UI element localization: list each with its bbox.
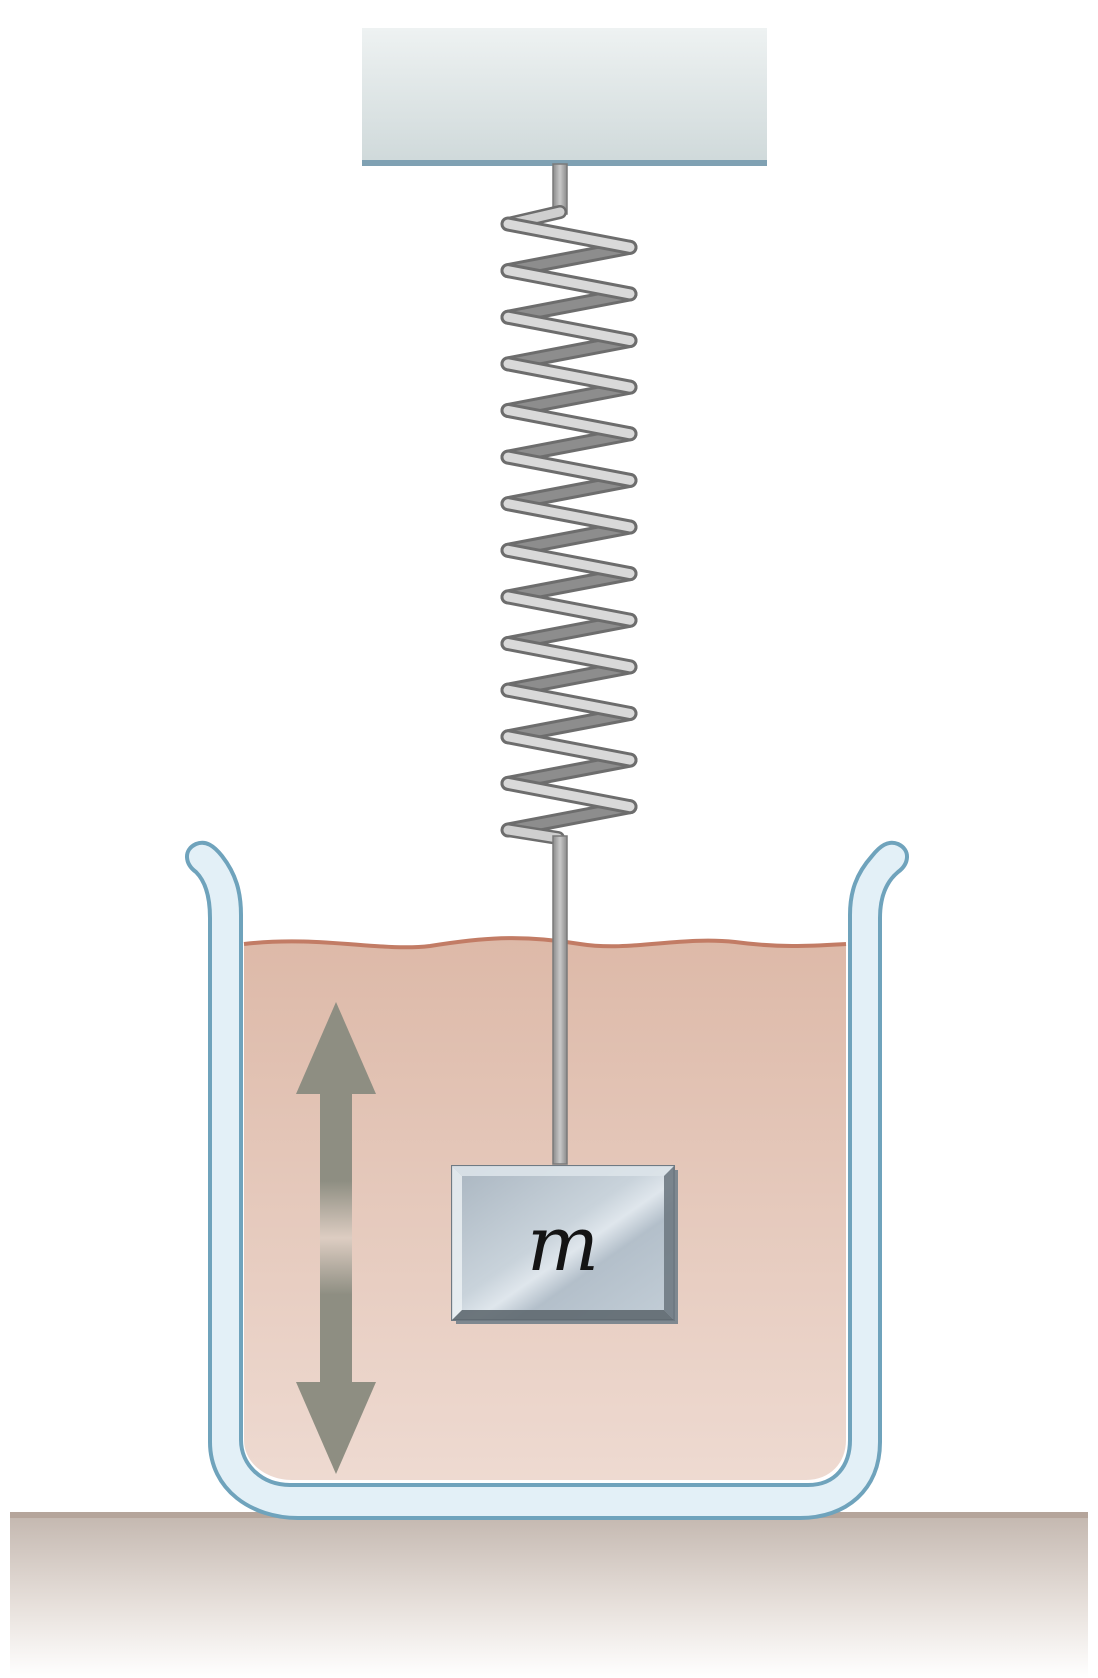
spring-coils [508, 224, 630, 830]
spring-coil-front-fill [508, 224, 630, 247]
spring-coil-front-fill [508, 597, 630, 620]
spring-coil-front-fill [508, 690, 630, 713]
connecting-rod [553, 836, 567, 1164]
spring-coil-front-fill [508, 317, 630, 340]
spring-coil-front-fill [508, 364, 630, 387]
floor [10, 1512, 1088, 1678]
mass-label: m [526, 1199, 600, 1288]
spring-coil-front-fill [508, 271, 630, 294]
spring-coil-front-fill [508, 644, 630, 667]
spring-coil-front-fill [508, 783, 630, 806]
spring [508, 164, 630, 838]
spring-coil-front-fill [508, 457, 630, 480]
mass-block [452, 1166, 678, 1324]
ceiling-support [362, 28, 767, 166]
spring-coil-front-fill [508, 550, 630, 573]
spring-coil-front-fill [508, 504, 630, 527]
spring-coil-front-fill [508, 410, 630, 433]
spring-coil-front-fill [508, 737, 630, 760]
